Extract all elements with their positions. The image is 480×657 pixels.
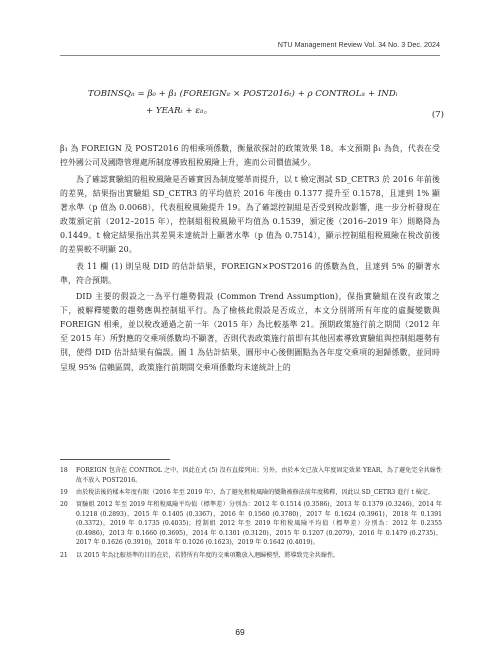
equation-line-2: + YEARₜ + εᵢₜ。 bbox=[146, 106, 213, 116]
header-rule bbox=[60, 55, 440, 56]
paragraph: DID 主要的假設之一為平行趨勢假設 (Common Trend Assumption)，保指實驗組在沒有政策之下，被解釋變數的趨勢應與控制組平行。為了檢核此假設是否成立，本文分別將所有年度的虛擬變數與 FOREIGN 相乘，並以稅改通過之前一年（2015 年）為比較基準 21。預期政策施行前之期間（2012 年至 2015 年）所對應的交乘項係數均不顯著，否則代表政策施行前即有其他因素導致實驗組與控制組趨勢有別，使得 DID 估計結果有偏誤。圖 1 為估計結果，圓形中心後側圖點為各年度交乘項的迴歸係數，並同時呈現 95% 信賴區間，政策施行前期間交乘項係數均未達統計上的 bbox=[60, 292, 440, 372]
footnote-number: 20 bbox=[60, 500, 68, 508]
footnote-text: 由於稅法後的樣本年度有限（2016 年至 2019 年），為了避免租稅風險的變動被修法前年度稀釋，因此以 SD_CETR3 進行 t 檢定。 bbox=[76, 488, 435, 496]
footnote-rule bbox=[60, 459, 170, 460]
footnote-number: 21 bbox=[60, 551, 68, 559]
page-number: 69 bbox=[235, 627, 245, 637]
footnote bbox=[60, 466, 442, 485]
equation-line-1: TOBINSQᵢₜ = β₀ + β₁ (FOREIGNᵢₜ × POST2016ₜ) + ρ CONTROLᵢₜ + INDᵢ bbox=[88, 89, 398, 99]
footnote-number: 19 bbox=[60, 488, 68, 496]
footnote-text: FOREIGN 包含在 CONTROL 之中，因此在式 (5) 沒有直接列出；另外，由於本文已放入年度固定效果 YEAR，為了避免完全共線性故不放入 POST2016。 bbox=[76, 467, 442, 484]
equation-number: (7) bbox=[431, 110, 444, 120]
footnotes bbox=[60, 466, 442, 563]
footnote bbox=[60, 551, 442, 561]
paragraph: β₁ 為 FOREIGN 及 POST2016 的相乘項係數，衡量欲探討的政策效果 18。本文預期 β₁ 為負，代表在受控外國公司及國際管理處所制度導致租稅風險上升，進而公司價值減少。 bbox=[60, 144, 440, 168]
body-text bbox=[60, 142, 440, 375]
footnote-text: 以 2015 年為比較基準的目的在於，若將所有年度的交乘項數放入迴歸模型，將導致完全共線性。 bbox=[76, 551, 340, 559]
footnote-number: 18 bbox=[60, 467, 68, 474]
paragraph: 表 11 欄 (1) 則呈現 DID 的估計結果，FOREIGN×POST2016 的係數為負，且達到 5% 的顯著水準，符合預期。 bbox=[60, 261, 440, 285]
paragraph: 為了確認實驗組的租稅風險是否確實因為制度變革而提升，以 t 檢定測試 SD_CETR3 於 2016 年前後的差異，結果指出實驗組 SD_CETR3 的平均值於 2016 年後由 0.1377 提升至 0.1578，且達到 1% 顯著水準（p 值為 0.0068），代表租稅風險提升 19。為了確認控制組是否受到稅改影響，進一步分析發現在政策頒定前（2012–2015 年），控制組租稅風險平均值為 0.1539，頒定後（2016–2019 年）則略降為 0.1449。t 檢定結果指出其差異未達統計上顯著水準（p 值為 0.7514），顯示控制組租稅風險在稅改前後的差異較不明顯 20。 bbox=[60, 174, 440, 255]
footnote bbox=[60, 500, 442, 548]
equation-7 bbox=[88, 86, 418, 120]
footnote bbox=[60, 488, 442, 498]
running-head: NTU Management Review Vol. 34 No. 3 Dec. 2024 bbox=[277, 40, 440, 49]
footnote-text: 實驗組 2012 年至 2019 年租稅風險平均值（標準差）分別為：2012 年 0.1514 (0.3586)，2013 年 0.1379 (0.3246)，2014 年 0.1218 (0.2893)，2015 年 0.1405 (0.3367)，2016 年 0.1560 (0.3780)，2017 年 0.1624 (0.3961)，2018 年 0.1391 (0.3372)，2019 年 0.1735 (0.4035)；控制組 2012 年至 2019 年租稅風險平均值（標準差）分別為：2012 年 0.2355 (0.4986)，2013 年 0.1660 (0.3695)，2014 年 0.1301 (0.3120)，2015 年 0.1207 (0.2079)，2016 年 0.1479 (0.2735)，2017 年 0.1626 (0.3910)，2018 年 0.1026 (0.1623)，2019 年 0.1642 (0.4019)。 bbox=[76, 500, 442, 547]
